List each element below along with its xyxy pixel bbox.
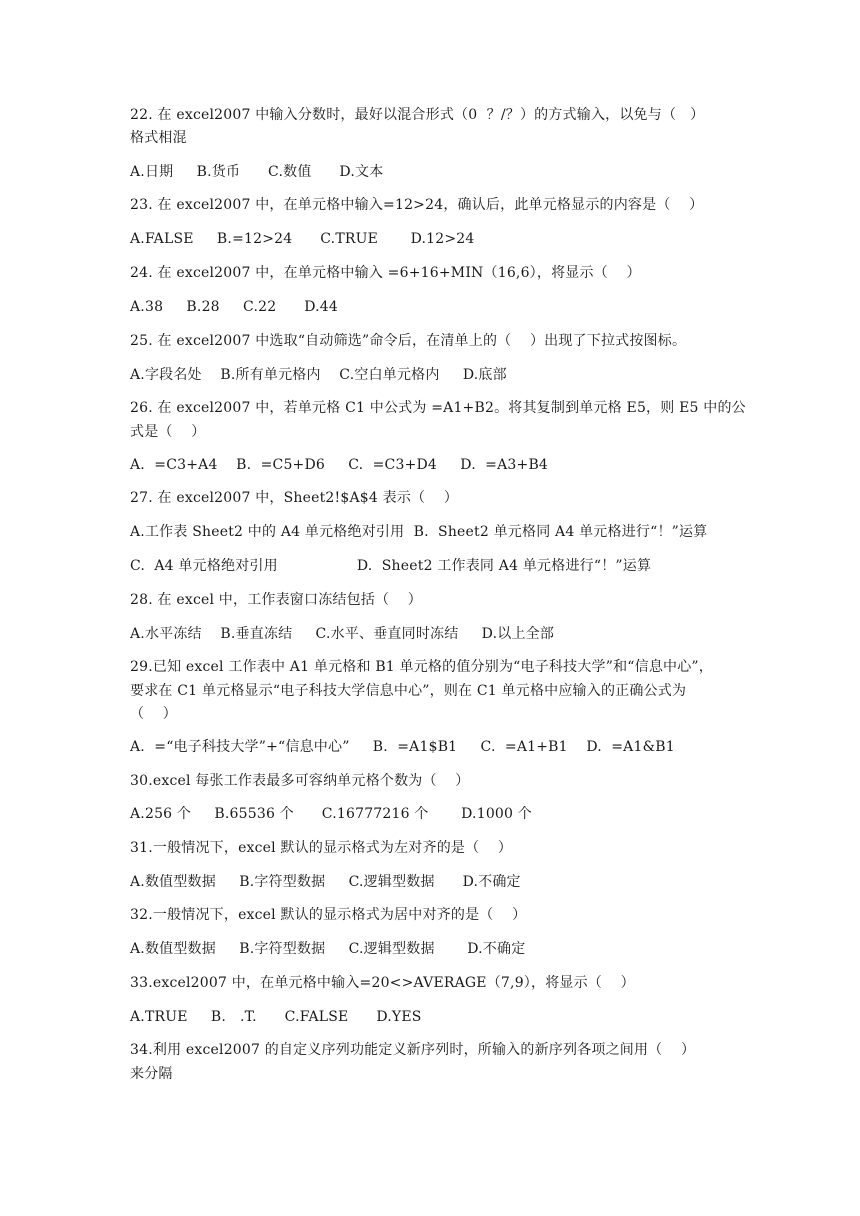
question-26-options: A. =C3+A4 B. =C5+D6 C. =C3+D4 D. =A3+B4	[130, 457, 549, 473]
question-31-line-1: 31.一般情况下，excel 默认的显示格式为左对齐的是（ ）	[130, 840, 513, 856]
question-33-line-1: 33.excel2007 中，在单元格中输入=20<>AVERAGE（7,9），将显示（ ）	[130, 975, 635, 991]
question-29-line-1: 29.已知 excel 工作表中 A1 单元格和 B1 单元格的值分别为“电子科技大学”和“信息中心”，	[130, 659, 713, 675]
question-22-line-1: 22. 在 excel2007 中输入分数时，最好以混合形式（0 ？/？）的方式输入，以免与（ ）	[130, 107, 705, 123]
question-26-line-1: 26. 在 excel2007 中，若单元格 C1 中公式为 =A1+B2。将其复制到单元格 E5，则 E5 中的公	[130, 400, 746, 416]
question-29-options: A. =“电子科技大学”+“信息中心” B. =A1$B1 C. =A1+B1 D. =A1&B1	[130, 739, 675, 755]
question-30-options: A.256 个 B.65536 个 C.16777216 个 D.1000 个	[130, 806, 532, 822]
question-27-line-1: 27. 在 excel2007 中，Sheet2!$A$4 表示（ ）	[130, 490, 459, 506]
question-27-options-1: A.工作表 Sheet2 中的 A4 单元格绝对引用 B. Sheet2 单元格同 A4 单元格进行“！”运算	[130, 524, 708, 540]
question-23-options: A.FALSE B.=12>24 C.TRUE D.12>24	[130, 231, 475, 247]
question-32-options: A.数值型数据 B.字符型数据 C.逻辑型数据 D.不确定	[130, 941, 526, 957]
question-31-options: A.数值型数据 B.字符型数据 C.逻辑型数据 D.不确定	[130, 874, 521, 890]
question-22-options: A.日期 B.货币 C.数值 D.文本	[130, 164, 384, 180]
question-24-options: A.38 B.28 C.22 D.44	[130, 299, 338, 315]
question-34-line-2: 来分隔	[130, 1066, 173, 1082]
question-32-line-1: 32.一般情况下，excel 默认的显示格式为居中对齐的是（ ）	[130, 907, 527, 923]
question-22-line-2: 格式相混	[130, 130, 187, 146]
question-25-options: A.字段名处 B.所有单元格内 C.空白单元格内 D.底部	[130, 367, 507, 383]
question-28-options: A.水平冻结 B.垂直冻结 C.水平、垂直同时冻结 D.以上全部	[130, 626, 555, 642]
question-29-line-2: 要求在 C1 单元格显示“电子科技大学信息中心”，则在 C1 单元格中应输入的正确公式为	[130, 683, 687, 699]
question-25-line-1: 25. 在 excel2007 中选取“自动筛选”命令后，在清单上的（ ）出现了下拉式按图标。	[130, 333, 687, 349]
question-33-options: A.TRUE B. .T. C.FALSE D.YES	[130, 1009, 422, 1025]
question-27-options-2: C. A4 单元格绝对引用 D. Sheet2 工作表同 A4 单元格进行“！”运算	[130, 558, 652, 574]
question-30-line-1: 30.excel 每张工作表最多可容纳单元格个数为（ ）	[130, 773, 470, 789]
question-28-line-1: 28. 在 excel 中，工作表窗口冻结包括（ ）	[130, 592, 422, 608]
question-24-line-1: 24. 在 excel2007 中，在单元格中输入 =6+16+MIN（16,6），将显示（ ）	[130, 265, 641, 281]
question-34-line-1: 34.利用 excel2007 的自定义序列功能定义新序列时，所输入的新序列各项之间用（ ）	[130, 1042, 696, 1058]
question-23-line-1: 23. 在 excel2007 中，在单元格中输入=12>24，确认后，此单元格显示的内容是（ ）	[130, 197, 704, 213]
question-29-line-3: （ ）	[130, 706, 178, 722]
question-26-line-2: 式是（ ）	[130, 424, 206, 440]
